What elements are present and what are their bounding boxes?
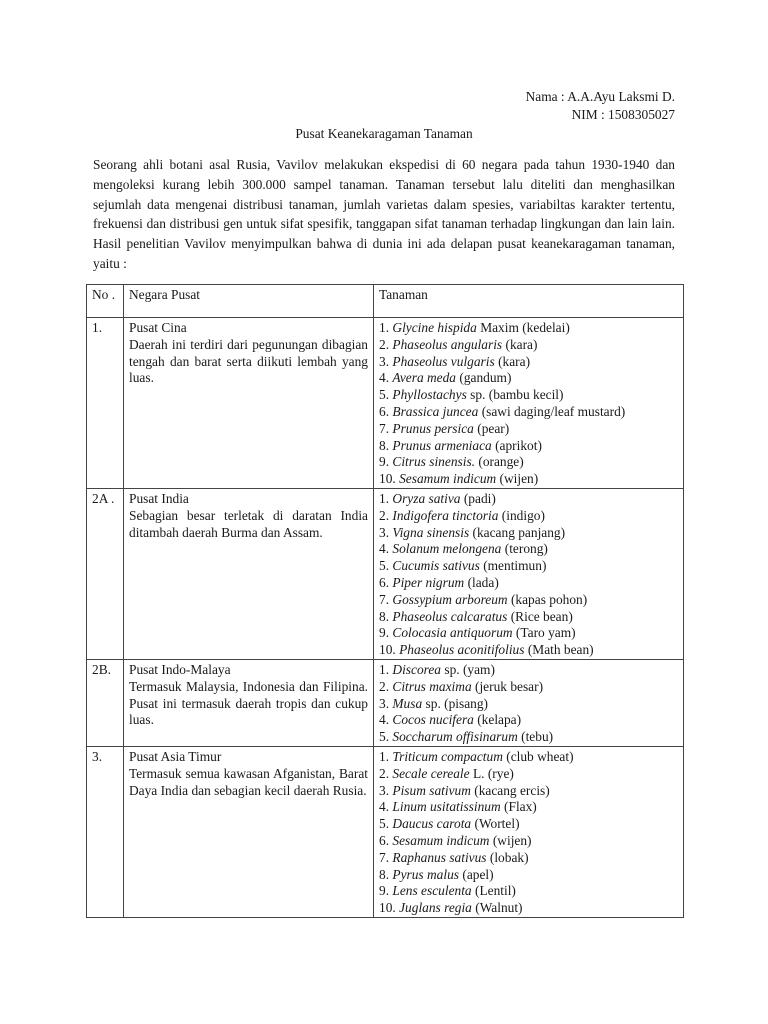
- plant-number: 8.: [379, 866, 390, 882]
- plant-scientific-name: Lens esculenta: [392, 883, 472, 899]
- center-description: Daerah ini terdiri dari pegunungan dibagian tengah dan barat serta diikuti lembah yang luas.: [129, 336, 368, 386]
- plant-item: [379, 387, 678, 404]
- plant-item: [379, 696, 678, 713]
- center-cell: [124, 318, 374, 489]
- center-cell: [124, 659, 374, 746]
- table-row: [87, 746, 684, 917]
- plant-item: [379, 575, 678, 592]
- plant-number: 2.: [379, 507, 390, 523]
- table-header-row: [87, 285, 684, 318]
- plant-number: 7.: [379, 591, 390, 607]
- center-cell: [124, 488, 374, 659]
- plant-common-name: sp. (pisang): [425, 695, 489, 711]
- plant-scientific-name: Prunus armeniaca: [392, 437, 492, 453]
- plant-common-name: (Lentil): [474, 883, 516, 899]
- center-name: Pusat India: [129, 490, 189, 506]
- plant-scientific-name: Musa: [392, 695, 423, 711]
- plant-common-name: (terong): [504, 541, 548, 557]
- plant-number: 4.: [379, 370, 390, 386]
- plant-item: [379, 558, 678, 575]
- plant-scientific-name: Indigofera tinctoria: [392, 507, 499, 523]
- plant-list: [379, 749, 678, 917]
- plant-item: [379, 592, 678, 609]
- plant-number: 2.: [379, 336, 390, 352]
- plant-scientific-name: Vigna sinensis: [392, 524, 470, 540]
- plant-item: [379, 337, 678, 354]
- plant-scientific-name: Pyrus malus: [392, 866, 459, 882]
- center-name: Pusat Asia Timur: [129, 748, 222, 764]
- plant-scientific-name: Oryza sativa: [392, 490, 461, 506]
- plant-common-name: (mentimun): [483, 558, 547, 574]
- plant-number: 3.: [379, 695, 390, 711]
- plant-number: 6.: [379, 574, 390, 590]
- plant-scientific-name: Avera meda: [392, 370, 456, 386]
- plant-common-name: (lobak): [489, 849, 529, 865]
- plant-item: [379, 799, 678, 816]
- plant-common-name: (kelapa): [477, 712, 522, 728]
- plant-item: [379, 867, 678, 884]
- plant-item: [379, 491, 678, 508]
- plant-item: [379, 766, 678, 783]
- plant-item: [379, 320, 678, 337]
- plant-scientific-name: Triticum compactum: [392, 748, 503, 764]
- diversity-centers-table: [86, 284, 684, 918]
- plant-item: [379, 404, 678, 421]
- header-no: No .: [87, 285, 124, 318]
- header-tanaman: Tanaman: [374, 285, 684, 318]
- plant-item: [379, 370, 678, 387]
- plant-number: 3.: [379, 353, 390, 369]
- plant-item: [379, 525, 678, 542]
- plant-scientific-name: Phyllostachys: [392, 387, 467, 403]
- plant-number: 4.: [379, 712, 390, 728]
- plant-number: 10.: [379, 471, 396, 487]
- plant-common-name: (jeruk besar): [475, 678, 544, 694]
- plant-number: 9.: [379, 454, 390, 470]
- document-title: Pusat Keanekaragaman Tanaman: [295, 126, 473, 141]
- center-description: Termasuk Malaysia, Indonesia dan Filipina. Pusat ini termasuk daerah tropis dan cukup luas.: [129, 678, 368, 728]
- plant-scientific-name: Prunus persica: [392, 420, 474, 436]
- plant-scientific-name: Citrus maxima: [392, 678, 472, 694]
- plant-number: 1.: [379, 748, 390, 764]
- plant-number: 5.: [379, 816, 390, 832]
- plant-number: 6.: [379, 832, 390, 848]
- plant-item: [379, 833, 678, 850]
- plant-item: [379, 679, 678, 696]
- plant-common-name: (club wheat): [506, 748, 574, 764]
- plant-number: 2.: [379, 765, 390, 781]
- plant-common-name: sp. (yam): [444, 661, 495, 677]
- plants-cell: [374, 318, 684, 489]
- plant-item: [379, 900, 678, 917]
- plant-scientific-name: Brassica juncea: [392, 403, 479, 419]
- plant-number: 4.: [379, 799, 390, 815]
- plant-scientific-name: Raphanus sativus: [392, 849, 487, 865]
- plant-number: 5.: [379, 729, 390, 745]
- plant-common-name: (kara): [498, 353, 531, 369]
- plant-item: [379, 662, 678, 679]
- plant-item: [379, 749, 678, 766]
- plants-cell: [374, 659, 684, 746]
- center-description: Sebagian besar terletak di daratan India ditambah daerah Burma dan Assam.: [129, 507, 368, 540]
- plant-item: [379, 729, 678, 746]
- plant-common-name: (kapas pohon): [510, 591, 588, 607]
- plant-item: [379, 850, 678, 867]
- plant-item: [379, 471, 678, 488]
- plant-scientific-name: Glycine hispida: [392, 320, 477, 335]
- plant-scientific-name: Phaseolus vulgaris: [392, 353, 495, 369]
- plants-cell: [374, 746, 684, 917]
- plant-number: 1.: [379, 661, 390, 677]
- plant-common-name: Maxim (kedelai): [480, 320, 570, 335]
- plant-number: 1.: [379, 320, 390, 335]
- plant-scientific-name: Colocasia antiquorum: [392, 625, 513, 641]
- plant-scientific-name: Secale cereale: [392, 765, 470, 781]
- plant-scientific-name: Cocos nucifera: [392, 712, 474, 728]
- row-number: 3.: [87, 746, 124, 917]
- plant-scientific-name: Phaseolus angularis: [392, 336, 503, 352]
- plant-number: 5.: [379, 558, 390, 574]
- plant-number: 7.: [379, 849, 390, 865]
- plant-scientific-name: Cucumis sativus: [392, 558, 480, 574]
- plant-common-name: (kara): [505, 336, 538, 352]
- plant-number: 10.: [379, 642, 396, 658]
- plant-scientific-name: Phaseolus aconitifolius: [399, 642, 525, 658]
- plant-item: [379, 712, 678, 729]
- plant-scientific-name: Sesamum indicum: [392, 832, 490, 848]
- plant-item: [379, 541, 678, 558]
- plant-item: [379, 783, 678, 800]
- plant-common-name: (aprikot): [495, 437, 542, 453]
- plant-scientific-name: Citrus sinensis.: [392, 454, 475, 470]
- plant-common-name: (pear): [477, 420, 510, 436]
- center-cell: [124, 746, 374, 917]
- plant-number: 10.: [379, 900, 396, 916]
- plant-number: 2.: [379, 678, 390, 694]
- plant-common-name: (Rice bean): [510, 608, 573, 624]
- header-negara-pusat: Negara Pusat: [124, 285, 374, 318]
- intro-paragraph: Seorang ahli botani asal Rusia, Vavilov melakukan ekspedisi di 60 negara pada tahun 1930-1940 dan mengoleksi kurang lebih 300.000 sampel tanaman. Tanaman tersebut lalu diteliti dan menghasilkan sejumlah data mengenai distribusi tanaman, jumlah varietas dalam spesies, variabiltas karakter tertentu, frekuensi dan distribusi gen untuk sifat spesifik, tanggapan sifat tanaman terhadap lingkungan dan lain lain. Hasil penelitian Vavilov menyimpulkan bahwa di dunia ini ada delapan pusat keanekaragaman tanaman, yaitu :: [93, 157, 675, 271]
- plant-number: 8.: [379, 608, 390, 624]
- plant-scientific-name: Juglans regia: [399, 900, 472, 916]
- plant-number: 1.: [379, 490, 390, 506]
- plant-number: 3.: [379, 524, 390, 540]
- plant-common-name: (lada): [467, 574, 499, 590]
- plant-scientific-name: Discorea: [392, 661, 441, 677]
- plant-common-name: (wijen): [492, 832, 532, 848]
- plants-cell: [374, 488, 684, 659]
- plant-common-name: (Taro yam): [515, 625, 576, 641]
- plant-item: [379, 642, 678, 659]
- plant-common-name: (wijen): [499, 471, 539, 487]
- plant-item: [379, 421, 678, 438]
- plant-common-name: (indigo): [501, 507, 545, 523]
- plant-number: 4.: [379, 541, 390, 557]
- plant-scientific-name: Daucus carota: [392, 816, 472, 832]
- center-name: Pusat Indo-Malaya: [129, 661, 231, 677]
- plant-scientific-name: Phaseolus calcaratus: [392, 608, 508, 624]
- plant-item: [379, 883, 678, 900]
- plant-list: [379, 320, 678, 488]
- table-row: [87, 318, 684, 489]
- row-number: 1.: [87, 318, 124, 489]
- plant-number: 9.: [379, 625, 390, 641]
- plant-common-name: (kacang ercis): [474, 782, 550, 798]
- plant-scientific-name: Piper nigrum: [392, 574, 465, 590]
- plant-scientific-name: Pisum sativum: [392, 782, 471, 798]
- plant-scientific-name: Linum usitatissinum: [392, 799, 501, 815]
- plant-scientific-name: Gossypium arboreum: [392, 591, 508, 607]
- plant-item: [379, 508, 678, 525]
- plant-common-name: (sawi daging/leaf mustard): [481, 403, 626, 419]
- table-row: [87, 488, 684, 659]
- center-name: Pusat Cina: [129, 320, 187, 335]
- plant-item: [379, 816, 678, 833]
- plant-scientific-name: Solanum melongena: [392, 541, 502, 557]
- plant-number: 5.: [379, 387, 390, 403]
- plant-scientific-name: Sesamum indicum: [399, 471, 497, 487]
- plant-number: 7.: [379, 420, 390, 436]
- plant-list: [379, 662, 678, 746]
- plant-common-name: (padi): [463, 490, 496, 506]
- center-description: Termasuk semua kawasan Afganistan, Barat Daya India dan sebagian kecil daerah Rusia.: [129, 765, 368, 798]
- plant-scientific-name: Soccharum offisinarum: [392, 729, 518, 745]
- plant-item: [379, 454, 678, 471]
- plant-common-name: (Wortel): [474, 816, 520, 832]
- plant-item: [379, 354, 678, 371]
- plant-common-name: (tebu): [521, 729, 554, 745]
- plant-common-name: (orange): [478, 454, 524, 470]
- plant-common-name: (Walnut): [475, 900, 523, 916]
- plant-item: [379, 625, 678, 642]
- plant-common-name: (apel): [462, 866, 494, 882]
- student-nim: NIM : 1508305027: [571, 107, 675, 122]
- plant-common-name: (Flax): [504, 799, 537, 815]
- row-number: 2A .: [87, 488, 124, 659]
- plant-list: [379, 491, 678, 659]
- table-row: [87, 659, 684, 746]
- plant-common-name: (gandum): [459, 370, 512, 386]
- row-number: 2B.: [87, 659, 124, 746]
- plant-common-name: (kacang panjang): [472, 524, 566, 540]
- plant-common-name: sp. (bambu kecil): [470, 387, 564, 403]
- plant-number: 8.: [379, 437, 390, 453]
- plant-common-name: L. (rye): [472, 765, 514, 781]
- plant-item: [379, 438, 678, 455]
- plant-item: [379, 609, 678, 626]
- plant-number: 9.: [379, 883, 390, 899]
- plant-number: 6.: [379, 403, 390, 419]
- plant-common-name: (Math bean): [527, 642, 594, 658]
- student-name: Nama : A.A.Ayu Laksmi D.: [525, 89, 675, 104]
- plant-number: 3.: [379, 782, 390, 798]
